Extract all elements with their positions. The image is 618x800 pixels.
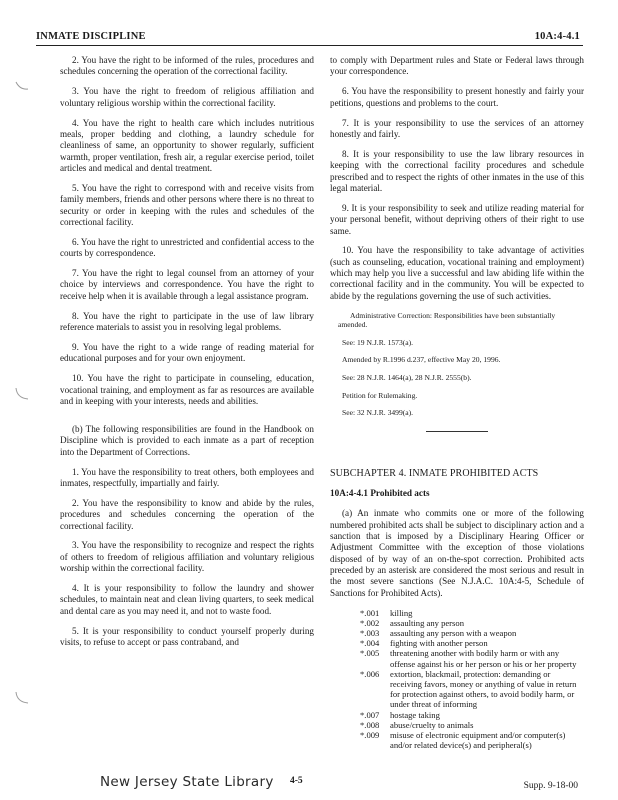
- continued-paragraph: to comply with Department rules and State or Federal laws through your correspondence.: [330, 55, 584, 77]
- prohibited-act: [330, 608, 584, 618]
- responsibilities-intro: (b) The following responsibilities are found in the Handbook on Discipline which is provided to each inmate as a part of reception into the Department of Corrections.: [60, 423, 314, 457]
- act-code: *.001: [360, 607, 380, 618]
- act-description: killing: [390, 607, 413, 618]
- right-paragraph: 4. You have the right to health care which includes nutritious meals, proper bedding and clothing, a laundry schedule for cleanliness of same, an opportunity to shower regularly, sufficient warmth, proper ventilation, fresh air, a regular exercise period, toilet articles and medical and dental treatment.: [60, 117, 314, 173]
- subchapter-title: SUBCHAPTER 4. INMATE PROHIBITED ACTS: [330, 468, 539, 480]
- right-paragraph: 6. You have the right to unrestricted and confidential access to the courts by correspondence.: [60, 236, 314, 259]
- act-description: misuse of electronic equipment and/or computer(s) and/or related device(s) and peripheral(s): [390, 730, 566, 751]
- act-code: *.005: [360, 648, 380, 659]
- prohibited-act: [330, 669, 584, 710]
- admin-note: See: 32 N.J.R. 3499(a).: [342, 408, 414, 418]
- act-code: *.009: [360, 730, 380, 741]
- prohibited-act: [330, 618, 584, 628]
- act-code: *.003: [360, 628, 380, 638]
- right-paragraph: 9. You have the right to a wide range of reading material for educational purposes and for your own enjoyment.: [60, 342, 314, 364]
- act-code: *.007: [360, 709, 380, 720]
- right-paragraph: 5. You have the right to correspond with and receive visits from family members, friends and other persons where there is no threat to security or order in keeping with the rules and schedules of the correctional facility.: [60, 182, 314, 227]
- responsibility-paragraph: 7. It is your responsibility to use the services of an attorney honestly and fairly.: [330, 117, 584, 139]
- act-description: threatening another with bodily harm or with any offense against his or her person or his or her property: [390, 648, 577, 669]
- act-code: *.004: [360, 638, 380, 649]
- left-column: [60, 55, 314, 657]
- library-stamp: New Jersey State Library: [100, 774, 274, 790]
- prohibited-acts-intro: (a) An inmate who commits one or more of the following numbered prohibited acts shall be subject to disciplinary action and a sanction that is imposed by a Disciplinary Hearing Officer or Adjustment Committee with the exception of those violations disposed of by way of an on-the-spot correction. Prohibited acts preceded by an asterisk are considered the most serious and result in the most severe sanctions (See N.J.A.C. 10A:4-5, Schedule of Sanctions for Prohibited Acts).: [330, 508, 584, 598]
- header-rule: [36, 45, 583, 46]
- page-number: 4-5: [290, 776, 303, 786]
- running-header-title: INMATE DISCIPLINE: [36, 31, 146, 42]
- responsibility-paragraph: 1. You have the responsibility to treat others, both employees and inmates, respectfully, impartially and fairly.: [60, 466, 314, 488]
- right-column: [330, 55, 584, 750]
- act-description: abuse/cruelty to animals: [390, 719, 474, 730]
- right-paragraph: 8. You have the right to participate in the use of law library reference materials to assist you in resolving legal problems.: [60, 310, 314, 333]
- act-code: *.006: [360, 668, 380, 679]
- right-paragraph: 3. You have the right to freedom of religious affiliation and voluntary religious worship within the correctional facility.: [60, 86, 314, 108]
- admin-note: See: 19 N.J.R. 1573(a).: [342, 337, 414, 347]
- punch-hole-mark: [14, 690, 30, 706]
- prohibited-act: [330, 628, 584, 638]
- act-description: fighting with another person: [390, 638, 488, 649]
- right-paragraph: 10. You have the right to participate in counseling, education, vocational training, and employment as far as resources are available and in keeping with your interests, needs and abilities.: [60, 373, 314, 406]
- admin-note: Administrative Correction: Responsibilities have been substantially amended.: [338, 310, 556, 329]
- act-code: *.002: [360, 617, 380, 628]
- responsibility-paragraph: 3. You have the responsibility to recognize and respect the rights of others to freedom of religious affiliation and voluntary religious worship within the correctional facility.: [60, 540, 314, 574]
- running-header-section: 10A:4-4.1: [534, 31, 580, 42]
- right-paragraph: 2. You have the right to be informed of the rules, procedures and schedules concerning the operation of the correctional facility.: [60, 55, 314, 77]
- act-description: hostage taking: [390, 709, 440, 720]
- responsibility-paragraph: 9. It is your responsibility to seek and utilize reading material for your personal benefit, without depriving others of their right to use same.: [330, 202, 584, 236]
- administrative-history: [330, 311, 584, 418]
- act-description: assaulting any person: [390, 617, 464, 628]
- section-divider: [426, 431, 488, 432]
- admin-note: See: 28 N.J.R. 1464(a), 28 N.J.R. 2555(b).: [342, 372, 472, 382]
- responsibility-paragraph: 2. You have the responsibility to know and abide by the rules, procedures and schedules concerning the operation of the correctional facility.: [60, 497, 314, 531]
- responsibility-paragraph: 6. You have the responsibility to present honestly and fairly your petitions, questions and problems to the court.: [330, 86, 584, 108]
- prohibited-act: [330, 638, 584, 648]
- responsibility-paragraph: 10. You have the responsibility to take advantage of activities (such as counseling, education, vocational training and employment) which may help you live a successful and law abiding life within the correctional facility and in the community. You will be expected to abide by the regulations governing the use of such activities.: [330, 245, 584, 301]
- prohibited-act: [330, 720, 584, 730]
- act-code: *.008: [360, 719, 380, 730]
- prohibited-act: [330, 648, 584, 668]
- act-description: assaulting any person with a weapon: [390, 628, 517, 638]
- right-paragraph: 7. You have the right to legal counsel from an attorney of your choice by interviews and correspondence. You have the right to receive help when it is available through a legal assistance program.: [60, 268, 314, 301]
- prohibited-act: [330, 710, 584, 720]
- prohibited-act: [330, 730, 584, 750]
- responsibility-paragraph: 4. It is your responsibility to follow the laundry and shower schedules, to maintain neat and clean living quarters, to seek medical and dental care as you may need it, and not to waste food.: [60, 583, 314, 616]
- supplement-date: Supp. 9-18-00: [523, 781, 578, 791]
- section-heading: 10A:4-4.1 Prohibited acts: [330, 488, 430, 499]
- prohibited-acts-list: [330, 608, 584, 751]
- punch-hole-mark: [14, 386, 30, 402]
- punch-hole-mark: [14, 78, 30, 94]
- responsibility-paragraph: 5. It is your responsibility to conduct yourself properly during visits, to refuse to accept or pass contraband, and: [60, 625, 314, 648]
- act-description: extortion, blackmail, protection: demanding or receiving favors, money or anything of value in return for protection against others, to avoid bodily harm, or under threat of informing: [390, 668, 577, 710]
- responsibility-paragraph: 8. It is your responsibility to use the law library resources in keeping with the correctional facility procedures and schedule prescribed and to respect the rights of other inmates in the use of this legal material.: [330, 148, 584, 193]
- admin-note: Amended by R.1996 d.237, effective May 20, 1996.: [342, 355, 501, 365]
- admin-note: Petition for Rulemaking.: [342, 390, 418, 400]
